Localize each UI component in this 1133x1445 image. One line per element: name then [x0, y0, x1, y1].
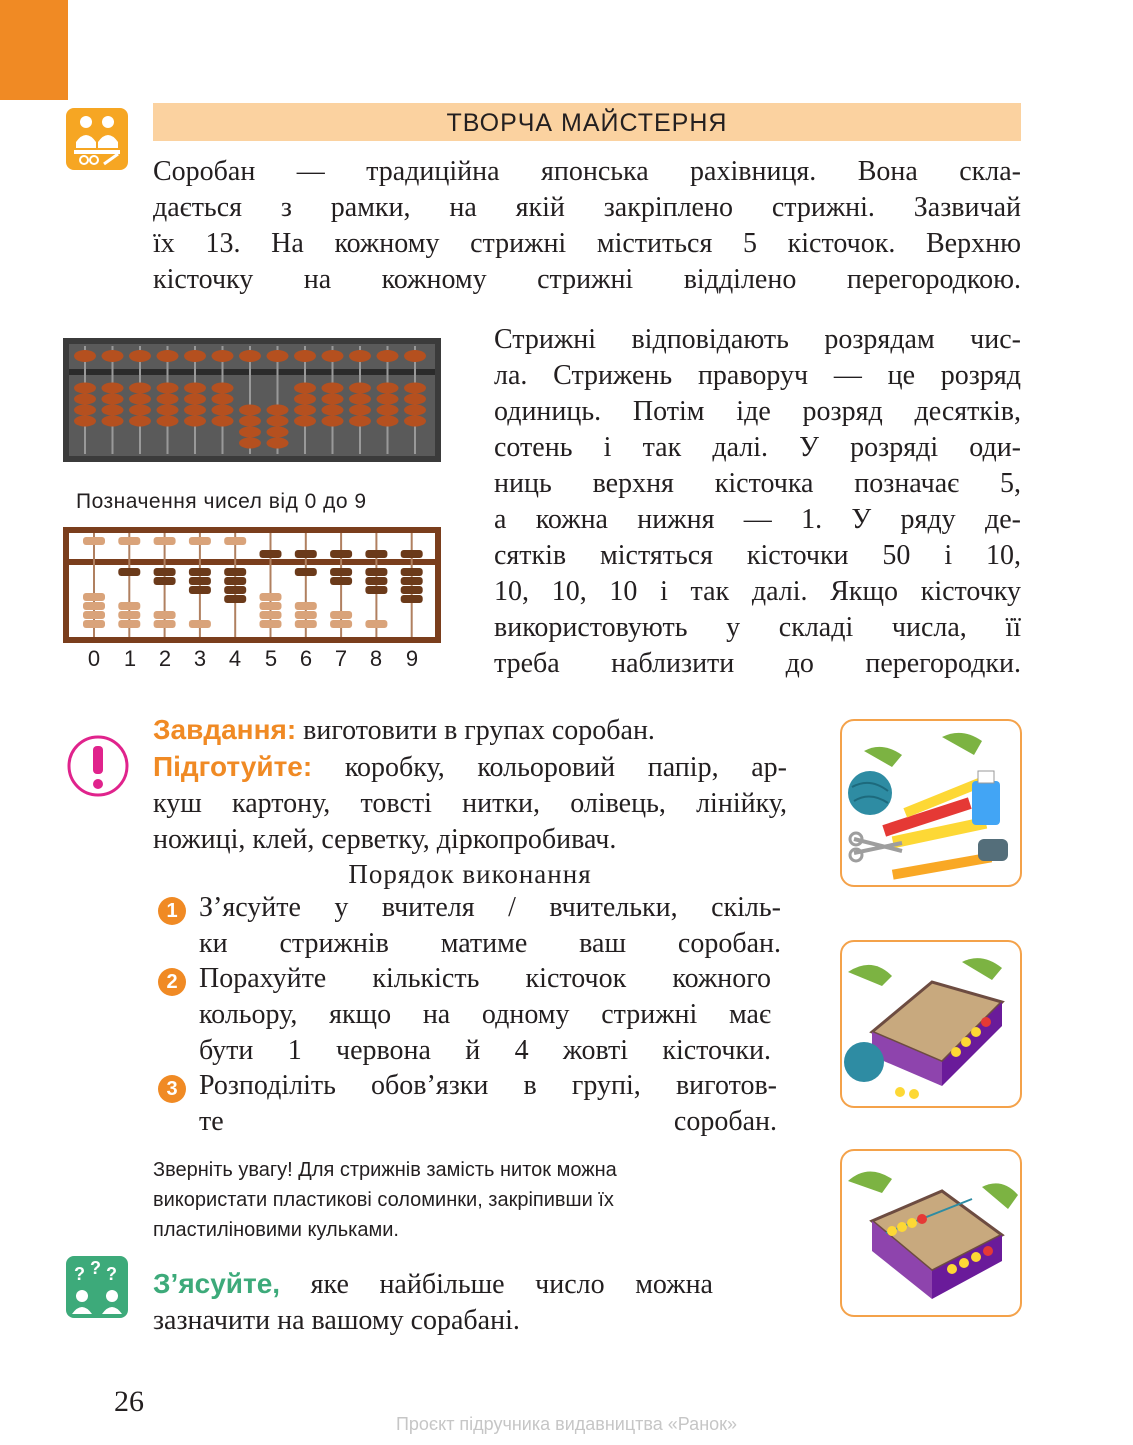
bead — [129, 350, 151, 362]
digit-label: 1 — [123, 646, 137, 671]
digit-label: 6 — [299, 646, 313, 671]
question-line — [153, 1266, 713, 1303]
digit-label: 8 — [369, 646, 383, 671]
note-line: Зверніть увагу! Для стрижнів замість ниток можна — [153, 1159, 617, 1181]
bead — [322, 350, 344, 362]
digit-label: 7 — [334, 646, 348, 671]
bead — [267, 350, 289, 362]
note-block — [153, 1155, 773, 1245]
step-2 — [199, 961, 771, 1069]
svg-text:?: ? — [90, 1258, 101, 1278]
section-banner: ТВОРЧА МАЙСТЕРНЯ — [153, 103, 1021, 141]
step-number-1: 1 — [158, 897, 186, 925]
figure-caption: Позначення чисел від 0 до 9 — [76, 490, 367, 513]
note-line: пластиліновими кульками. — [153, 1219, 399, 1241]
question-line: зазначити на вашому сорабані. — [153, 1305, 520, 1336]
materials-illustration — [840, 719, 1022, 887]
digit-label: 4 — [228, 646, 242, 671]
page-number: 26 — [114, 1385, 144, 1418]
explanation-line: Стрижні відповідають розрядам чис- — [494, 324, 1021, 355]
digit-label: 0 — [87, 646, 101, 671]
step-line: Розподіліть обов’язки в групі, виготов- — [199, 1070, 777, 1101]
explanation-line: одиниць. Потім іде розряд десятків, — [494, 396, 1021, 427]
bead — [74, 350, 96, 362]
soroban-photo — [63, 338, 441, 462]
task-label: Завдання: — [153, 714, 297, 745]
question-text: яке найбільше число можна — [280, 1269, 713, 1300]
svg-text:?: ? — [74, 1264, 85, 1284]
corner-tab — [0, 0, 68, 100]
step-line: те соробан. — [199, 1106, 777, 1137]
explanation-line: 10, 10, 10 і так далі. Якщо кісточку — [494, 576, 1021, 607]
explanation-line: сотень і так далі. У розряді оди- — [494, 432, 1021, 463]
question-label: З’ясуйте, — [153, 1268, 281, 1299]
explanation-line: ниць верхня кісточка позначає 5, — [494, 468, 1021, 499]
prepare-line — [153, 749, 787, 786]
intro-line: Соробан — традиційна японська рахівниця. Вона скла- — [153, 156, 1021, 187]
task-line — [153, 712, 787, 749]
digit-label: 9 — [405, 646, 419, 671]
explanation-line: треба наблизити до перегородки. — [494, 648, 1021, 679]
bead — [377, 350, 399, 362]
box-illustration — [840, 940, 1022, 1108]
question-block — [153, 1266, 713, 1339]
explanation-line: сятків містяться кісточки 50 і 10, — [494, 540, 1021, 571]
step-line: З’ясуйте у вчителя / вчительки, скіль- — [199, 892, 781, 923]
assembly-illustration — [840, 1149, 1022, 1317]
step-3 — [199, 1068, 777, 1140]
step-number-3: 3 — [158, 1075, 186, 1103]
prepare-text: коробку, кольоровий папір, ар- — [312, 752, 787, 783]
bead — [404, 350, 426, 362]
intro-paragraph — [153, 154, 1021, 298]
question-icon — [66, 1256, 128, 1318]
step-number-2: 2 — [158, 968, 186, 996]
prepare-line: куш картону, товсті нитки, олівець, лінійку, — [153, 788, 787, 819]
workshop-icon — [66, 108, 128, 170]
explanation-line: а кожна нижня — 1. У ряду де- — [494, 504, 1021, 535]
explanation-paragraph — [494, 322, 1021, 682]
explanation-line: використовують у складі числа, її — [494, 612, 1021, 643]
note-line: використати пластикові соломинки, закріпивши їх — [153, 1189, 614, 1211]
bead — [212, 350, 234, 362]
prepare-label: Підготуйте: — [153, 751, 313, 782]
digit-label: 5 — [264, 646, 278, 671]
bead — [239, 350, 261, 362]
soroban-digits-diagram — [63, 527, 441, 643]
step-line: кольору, якщо на одному стрижні має — [199, 999, 771, 1030]
prepare-line: ножиці, клей, серветку, діркопробивач. — [153, 824, 617, 855]
step-1 — [199, 890, 781, 962]
task-text: виготовити в групах соробан. — [296, 715, 655, 746]
bead — [157, 350, 179, 362]
task-block — [153, 712, 787, 858]
digit-label: 3 — [193, 646, 207, 671]
svg-text:?: ? — [106, 1264, 117, 1284]
bead — [102, 350, 124, 362]
intro-line: кісточку на кожному стрижні відділено перегородкою. — [153, 264, 1021, 295]
intro-line: їх 13. На кожному стрижні міститься 5 кісточок. Верхню — [153, 228, 1021, 259]
exclamation-icon — [66, 734, 130, 798]
digit-label: 2 — [158, 646, 172, 671]
bead — [184, 350, 206, 362]
digit-labels — [63, 646, 441, 674]
step-line: Порахуйте кількість кісточок кожного — [199, 963, 771, 994]
bead — [349, 350, 371, 362]
intro-line: дається з рамки, на якій закріплено стрижні. Зазвичай — [153, 192, 1021, 223]
explanation-line: ла. Стрижень праворуч — це розряд — [494, 360, 1021, 391]
footer-note: Проєкт підручника видавництва «Ранок» — [395, 1414, 738, 1434]
step-line: бути 1 червона й 4 жовті кісточки. — [199, 1035, 771, 1066]
bead — [294, 350, 316, 362]
procedure-title: Порядок виконання — [348, 859, 592, 889]
step-line: ки стрижнів матиме ваш соробан. — [199, 928, 781, 959]
